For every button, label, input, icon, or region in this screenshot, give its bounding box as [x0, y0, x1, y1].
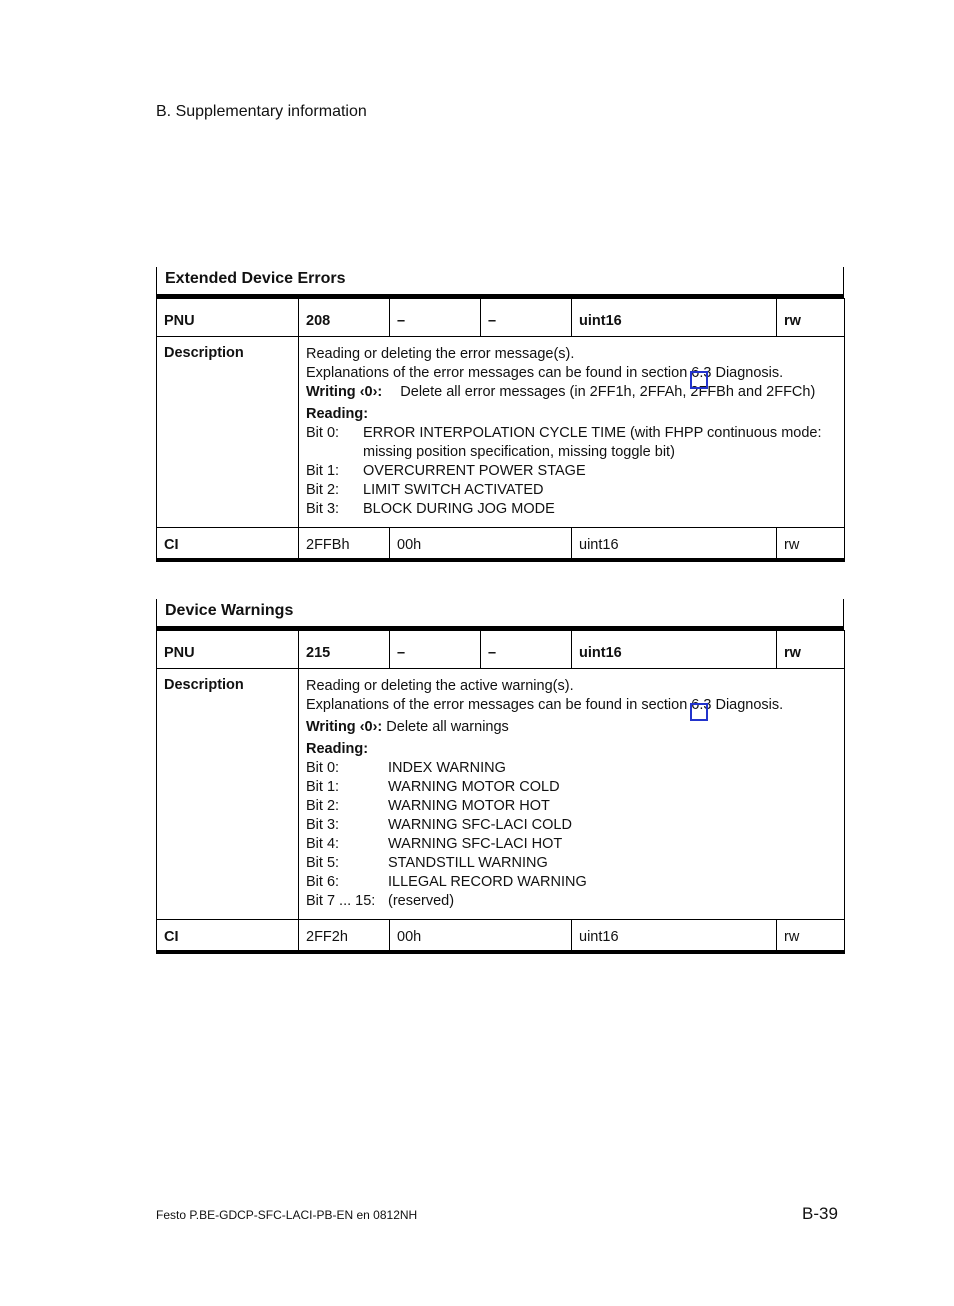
bit-row: Bit 2: LIMIT SWITCH ACTIVATED	[306, 482, 544, 498]
writing-label: Writing ‹0›:	[306, 719, 383, 735]
page-number: B-39	[802, 1204, 838, 1223]
description-label: Description	[157, 669, 299, 920]
ci-access: rw	[777, 920, 845, 952]
footer-document-id: Festo P.BE-GDCP-SFC-LACI-PB-EN en 0812NH	[156, 1208, 418, 1222]
pnu-value: 208	[299, 299, 390, 337]
description-row	[157, 337, 845, 528]
ci-type: uint16	[572, 528, 777, 560]
table-title: Device Warnings	[156, 599, 844, 630]
writing-text: Delete all warnings	[386, 719, 509, 735]
description-label: Description	[157, 337, 299, 528]
page-header: B. Supplementary information	[156, 103, 367, 120]
pnu-row	[157, 631, 845, 669]
pnu-row	[157, 299, 845, 337]
bit-row: Bit 3: WARNING SFC-LACI COLD	[306, 817, 572, 833]
pnu-type: uint16	[572, 299, 777, 337]
ci-label: CI	[157, 528, 299, 560]
ci-index: 2FFBh	[299, 528, 390, 560]
description-line: Explanations of the error messages can be found in section 6.3 Diagnosis.	[306, 365, 784, 381]
ci-sub: 00h	[390, 920, 572, 952]
extended-device-errors-table	[156, 267, 844, 562]
description-line: Explanations of the error messages can be found in section 6.3 Diagnosis.	[306, 697, 784, 713]
writing-label: Writing ‹0›:	[306, 384, 383, 400]
pnu-access: rw	[777, 631, 845, 669]
description-row	[157, 669, 845, 920]
pnu-sub1: –	[390, 299, 481, 337]
pnu-label: PNU	[157, 631, 299, 669]
bit-row: Bit 7 ... 15: (reserved)	[306, 893, 455, 909]
ci-sub: 00h	[390, 528, 572, 560]
description-cell	[299, 669, 845, 920]
bit-row: Bit 1: OVERCURRENT POWER STAGE	[306, 463, 586, 479]
reading-label: Reading:	[306, 406, 369, 422]
bit-row: Bit 4: WARNING SFC-LACI HOT	[306, 836, 563, 852]
description-line: Reading or deleting the active warning(s).	[306, 678, 574, 694]
bit-row: Bit 5: STANDSTILL WARNING	[306, 855, 548, 871]
pnu-access: rw	[777, 299, 845, 337]
pnu-sub2: –	[481, 299, 572, 337]
description-cell	[299, 337, 845, 528]
bit-row: Bit 0: INDEX WARNING	[306, 760, 506, 776]
reading-label: Reading:	[306, 741, 369, 757]
bit-row: Bit 0: ERROR INTERPOLATION CYCLE TIME (with FHPP continuous mode: missing position specification, missing toggle bit)	[306, 425, 822, 460]
pnu-type: uint16	[572, 631, 777, 669]
pnu-sub2: –	[481, 631, 572, 669]
ci-index: 2FF2h	[299, 920, 390, 952]
bit-row: Bit 6: ILLEGAL RECORD WARNING	[306, 874, 587, 890]
ci-label: CI	[157, 920, 299, 952]
table-title: Extended Device Errors	[156, 267, 844, 298]
device-warnings-table	[156, 599, 844, 954]
bit-row: Bit 2: WARNING MOTOR HOT	[306, 798, 550, 814]
section-link[interactable]	[690, 371, 708, 389]
bit-row: Bit 1: WARNING MOTOR COLD	[306, 779, 560, 795]
ci-access: rw	[777, 528, 845, 560]
description-line: Reading or deleting the error message(s).	[306, 346, 575, 362]
ci-row	[157, 528, 845, 560]
ci-type: uint16	[572, 920, 777, 952]
writing-text: Delete all error messages (in 2FF1h, 2FFAh, 2FFBh and 2FFCh)	[400, 384, 816, 400]
section-link[interactable]	[690, 703, 708, 721]
bit-row: Bit 3: BLOCK DURING JOG MODE	[306, 501, 555, 517]
pnu-label: PNU	[157, 299, 299, 337]
pnu-sub1: –	[390, 631, 481, 669]
ci-row	[157, 920, 845, 952]
pnu-value: 215	[299, 631, 390, 669]
